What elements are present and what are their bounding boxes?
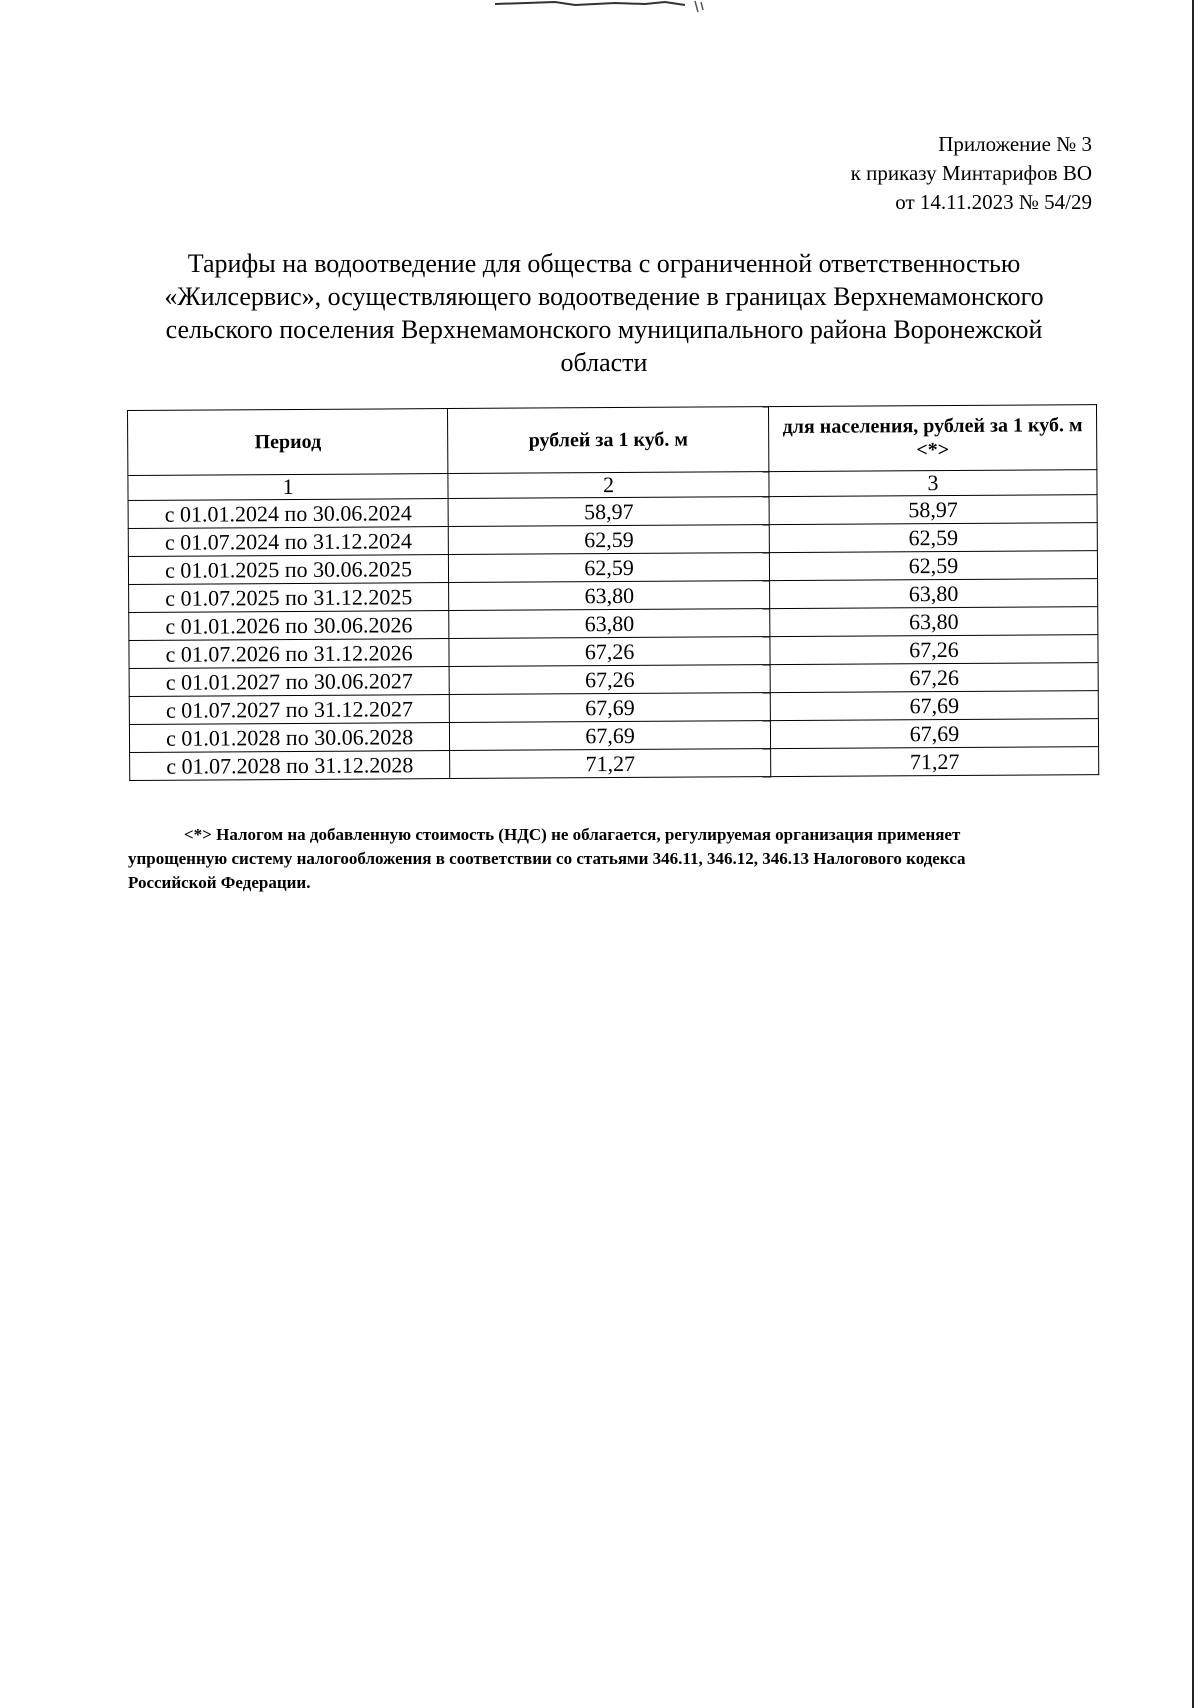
population-rate-cell: 63,80 xyxy=(770,607,1098,637)
population-rate-cell: 71,27 xyxy=(771,747,1099,777)
rate-cell: 71,27 xyxy=(450,749,771,779)
column-number: 1 xyxy=(128,474,448,501)
period-cell: с 01.01.2027 по 30.06.2027 xyxy=(129,667,449,697)
scan-artifact xyxy=(495,0,715,14)
rate-cell: 67,69 xyxy=(450,693,771,723)
footnote-line-1: <*> Налогом на добавленную стоимость (НДС) не облагается, регулируемая организация применяет xyxy=(184,825,961,844)
title-line-1: Тарифы на водоотведение для общества с ограниченной ответственностью xyxy=(187,249,1021,278)
period-cell: с 01.01.2028 по 30.06.2028 xyxy=(129,723,449,753)
title-line-4: области xyxy=(560,348,648,377)
rate-cell: 62,59 xyxy=(448,525,769,555)
title-line-2: «Жилсервис», осуществляющего водоотведение в границах Верхнемамонского xyxy=(164,282,1044,311)
population-rate-cell: 62,59 xyxy=(769,523,1097,553)
rate-cell: 62,59 xyxy=(449,553,770,583)
header-rate: рублей за 1 куб. м xyxy=(448,407,769,474)
population-rate-cell: 67,69 xyxy=(770,691,1098,721)
rate-cell: 67,69 xyxy=(450,721,771,751)
period-cell: с 01.01.2024 по 30.06.2024 xyxy=(128,499,448,529)
header-population-rate: для населения, рублей за 1 куб. м <*> xyxy=(769,405,1097,472)
document-title xyxy=(120,247,1088,379)
appendix-order: к приказу Минтарифов ВО xyxy=(850,161,1092,185)
title-line-3: сельского поселения Верхнемамонского муниципального района Воронежской xyxy=(165,315,1043,344)
header-period: Период xyxy=(128,409,449,476)
rate-cell: 63,80 xyxy=(449,609,770,639)
table-row xyxy=(130,747,1099,781)
period-cell: с 01.07.2024 по 31.12.2024 xyxy=(128,527,448,557)
rate-cell: 67,26 xyxy=(449,637,770,667)
period-cell: с 01.07.2028 по 31.12.2028 xyxy=(130,751,450,781)
population-rate-cell: 67,26 xyxy=(770,663,1098,693)
page-edge xyxy=(1192,0,1194,1708)
rate-cell: 58,97 xyxy=(448,497,769,527)
tariff-table xyxy=(127,404,1099,781)
population-rate-cell: 63,80 xyxy=(770,579,1098,609)
appendix-date: от 14.11.2023 № 54/29 xyxy=(895,190,1092,214)
column-number: 3 xyxy=(769,470,1097,497)
footnote-line-3: Российской Федерации. xyxy=(128,873,311,892)
appendix-number: Приложение № 3 xyxy=(938,132,1092,156)
rate-cell: 67,26 xyxy=(449,665,770,695)
period-cell: с 01.01.2026 по 30.06.2026 xyxy=(129,611,449,641)
period-cell: с 01.07.2026 по 31.12.2026 xyxy=(129,639,449,669)
population-rate-cell: 67,26 xyxy=(770,635,1098,665)
population-rate-cell: 58,97 xyxy=(769,495,1097,525)
period-cell: с 01.01.2025 по 30.06.2025 xyxy=(128,555,448,585)
population-rate-cell: 67,69 xyxy=(770,719,1098,749)
rate-cell: 63,80 xyxy=(449,581,770,611)
table-header-row xyxy=(128,405,1097,476)
appendix-reference xyxy=(851,130,1092,217)
period-cell: с 01.07.2025 по 31.12.2025 xyxy=(129,583,449,613)
vat-footnote xyxy=(128,823,1088,895)
population-rate-cell: 62,59 xyxy=(769,551,1097,581)
period-cell: с 01.07.2027 по 31.12.2027 xyxy=(129,695,449,725)
footnote-line-2: упрощенную систему налогообложения в соответствии со статьями 346.11, 346.12, 346.13 Налогового кодекса xyxy=(128,849,966,868)
column-number: 2 xyxy=(448,472,769,499)
